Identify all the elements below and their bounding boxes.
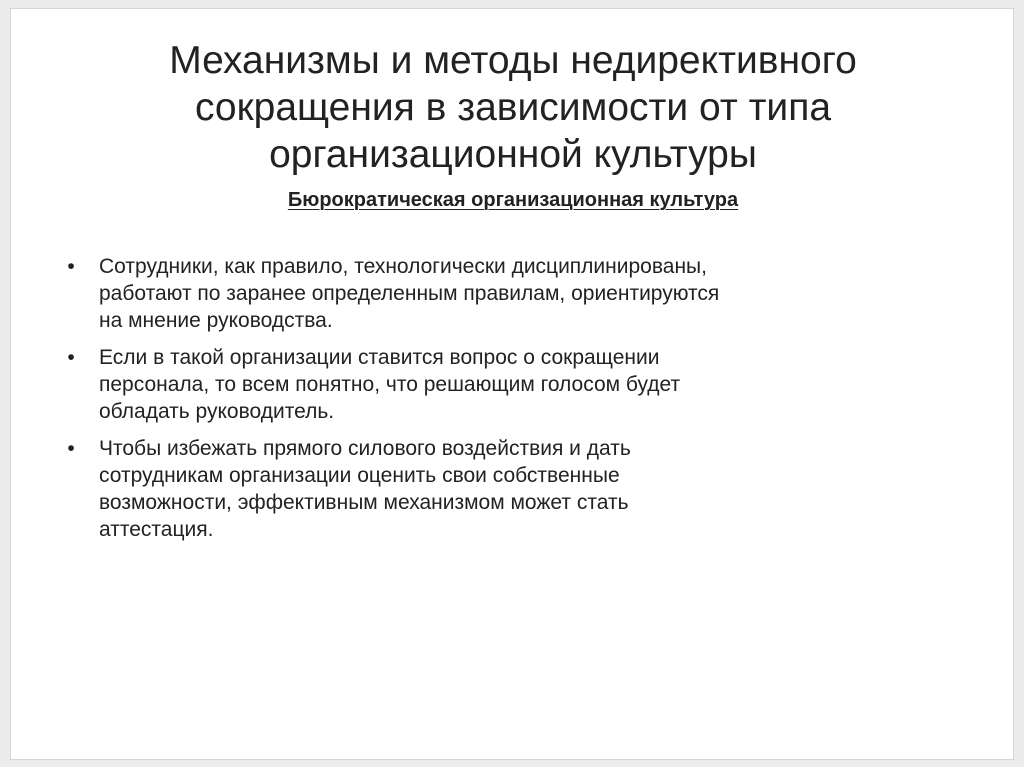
bullet-text-line: обладать руководитель. xyxy=(99,400,335,423)
slide-title-line: организационной культуры xyxy=(269,133,757,176)
bullet-text-line: на мнение руководства. xyxy=(99,309,333,332)
slide xyxy=(10,8,1014,760)
bullet-text-line: Чтобы избежать прямого силового воздействия и дать xyxy=(99,437,631,460)
bullet-item xyxy=(61,253,981,334)
bullet-text-line: аттестация. xyxy=(99,518,214,541)
bullet-text-line: персонала, то всем понятно, что решающим голосом будет xyxy=(99,373,681,396)
bullet-text-line: Если в такой организации ставится вопрос о сокращении xyxy=(99,346,660,369)
bullet-text-line: сотрудникам организации оценить свои собственные xyxy=(99,464,620,487)
bullet-marker: • xyxy=(67,255,75,278)
bullet-marker: • xyxy=(67,437,75,460)
slide-title xyxy=(11,37,1014,178)
bullet-item xyxy=(61,344,981,425)
bullet-text-line: возможности, эффективным механизмом может стать xyxy=(99,491,629,514)
bullet-item xyxy=(61,435,981,543)
bullet-text-line: Сотрудники, как правило, технологически дисциплинированы, xyxy=(99,255,707,278)
slide-title-line: сокращения в зависимости от типа xyxy=(194,86,832,129)
bullet-text-line: работают по заранее определенным правилам, ориентируются xyxy=(99,282,720,305)
slide-subtitle-text: Бюрократическая организационная культура xyxy=(287,189,739,211)
slide-title-line: Механизмы и методы недирективного xyxy=(169,39,857,82)
bullet-list xyxy=(61,253,981,553)
slide-subtitle xyxy=(11,187,1014,213)
bullet-marker: • xyxy=(67,346,75,369)
